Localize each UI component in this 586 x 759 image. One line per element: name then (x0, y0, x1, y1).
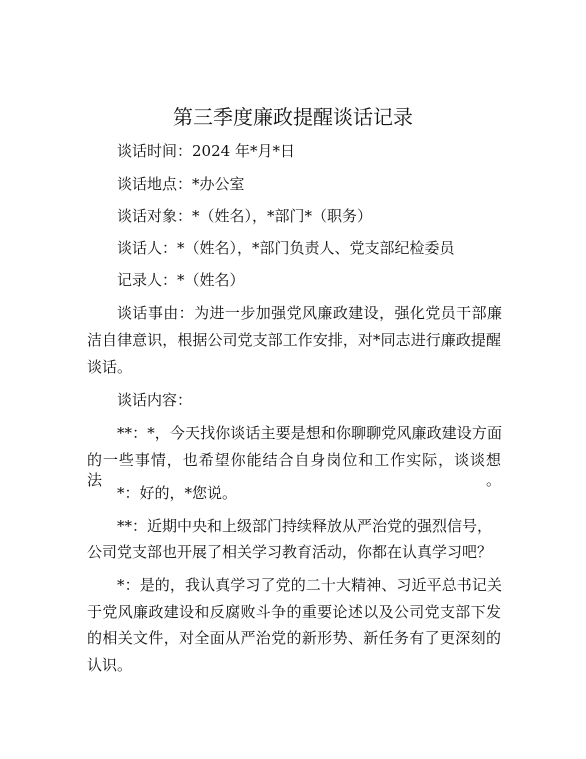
meta-time: 谈话时间：2024 年*月*日 (117, 142, 295, 160)
dialogue-line: **：近期中央和上级部门持续释放从严治党的强烈信号， (117, 517, 493, 535)
dialogue-line: 的相关文件，对全面从严治党的新形势、新任务有了更深刻的 (87, 629, 501, 647)
meta-target: 谈话对象：*（姓名），*部门*（职务） (117, 207, 373, 225)
meta-talker: 谈话人：*（姓名），*部门负责人、党支部纪检委员 (117, 239, 455, 257)
reason-line: 谈话。 (87, 358, 133, 376)
document-title: 第三季度廉政提醒谈话记录 (173, 105, 413, 129)
dialogue-line: *：好的，*您说。 (117, 484, 238, 502)
meta-place: 谈话地点：*办公室 (117, 175, 245, 193)
dialogue-line: 公司党支部也开展了相关学习教育活动，你都在认真学习吧？ (87, 543, 493, 561)
dialogue-line: **：*，今天找你谈话主要是想和你聊聊党风廉政建设方面 (117, 424, 502, 442)
dialogue-line: 的一些事情，也希望你能结合自身岗位和工作实际，谈谈想法。 (87, 451, 501, 489)
content-label: 谈话内容： (117, 391, 193, 409)
dialogue-line: 认识。 (87, 656, 133, 674)
dialogue-line: *：是的，我认真学习了党的二十大精神、习近平总书记关 (117, 576, 502, 594)
reason-line: 洁自律意识，根据公司党支部工作安排，对*同志进行廉政提醒 (87, 331, 501, 349)
meta-recorder: 记录人：*（姓名） (117, 271, 245, 289)
dialogue-line: 于党风廉政建设和反腐败斗争的重要论述以及公司党支部下发 (87, 603, 501, 621)
reason-line: 谈话事由：为进一步加强党风廉政建设，强化党员干部廉 (117, 304, 502, 322)
